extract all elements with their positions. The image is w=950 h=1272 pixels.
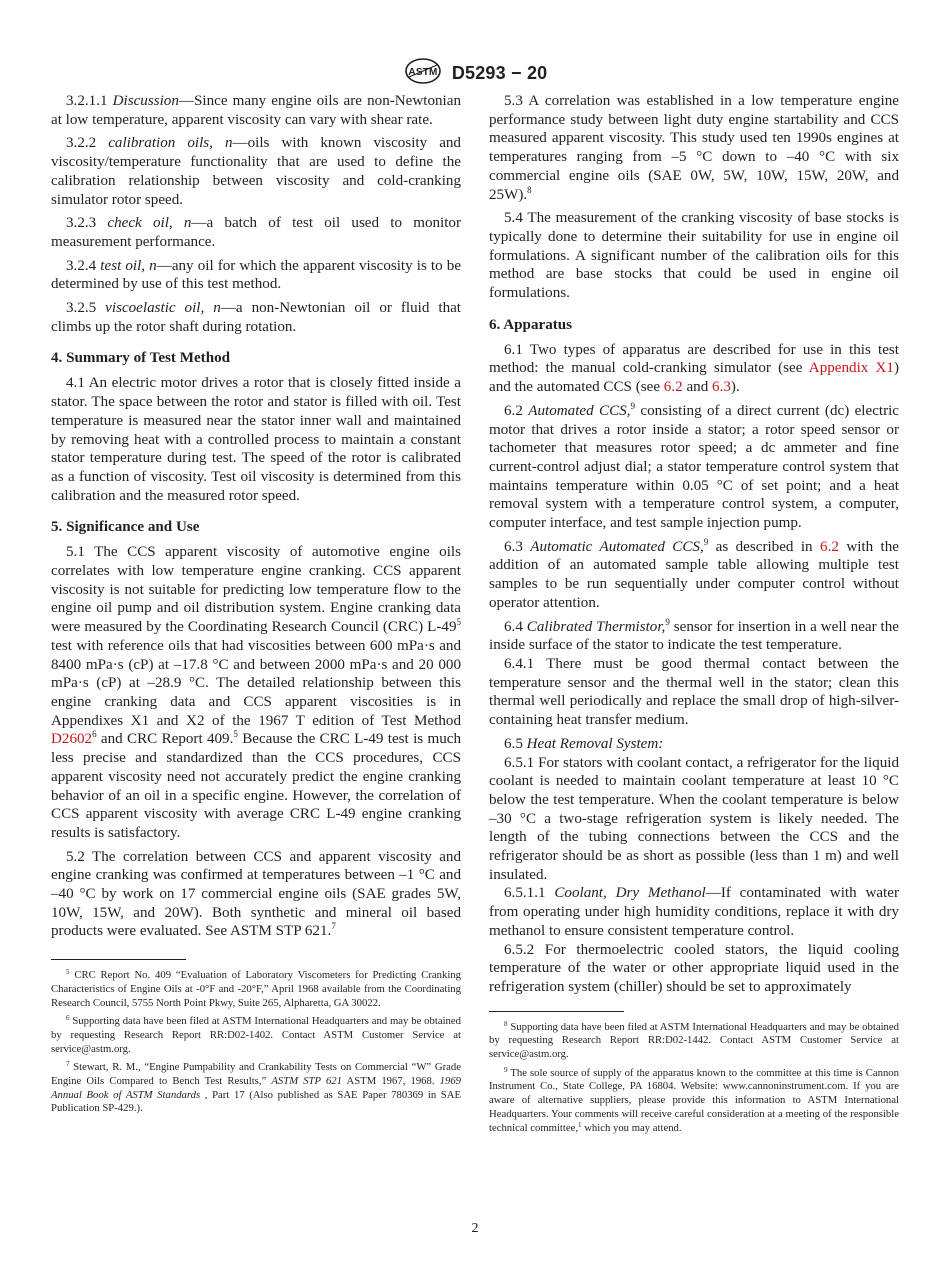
para-6-4: 6.4 Calibrated Thermistor,$^9$ sensor for insertion in a well near the inside surface of the stator to indicate the test temperature.	[489, 616, 899, 654]
footnote-6: $^6$ Supporting data have been filed at ASTM International Headquarters and may be obtained by requesting Research Report RR:D02-1402. Contact ASTM Customer Service at service@astm.org.	[51, 1014, 461, 1055]
left-column	[51, 92, 461, 1121]
astm-logo-icon	[403, 57, 443, 90]
link-6-3[interactable]: 6.3	[712, 379, 731, 396]
footnote-9: $^9$ The sole source of supply of the apparatus known to the committee at this time is Cannon Instrument Co., State College, PA 16804. Website: www.cannoninstrument.com. If you are aware of alternative suppliers, please provide this information to ASTM International Headquarters. Your comments will receive careful consideration at a meeting of the responsible technical committee,$^1$ which you may attend.	[489, 1065, 899, 1134]
document-designation: D5293 − 20	[451, 63, 548, 83]
footnote-divider	[51, 959, 186, 960]
footnote-8: $^8$ Supporting data have been filed at ASTM International Headquarters and may be obtained by requesting Research Report RR:D02-1442. Contact ASTM Customer Service at service@astm.org.	[489, 1019, 899, 1061]
right-column	[489, 92, 899, 1140]
para-6-1: 6.1 Two types of apparatus are described for use in this test method: the manual cold-cranking simulator (see Appendix X1) and the automated CCS (see 6.2 and 6.3).	[489, 341, 899, 396]
para-6-4-1: 6.4.1 There must be good thermal contact between the temperature sensor and the thermal well in the stator; clean this thermal well periodically and replace the small drop of high-silver-containing heat transfer medium.	[489, 655, 899, 729]
section-6-heading: 6. Apparatus	[489, 316, 573, 333]
para-3-2-3: 3.2.3 check oil, n—a batch of test oil used to monitor measurement performance.	[51, 215, 462, 250]
section-4-heading: 4. Summary of Test Method	[51, 350, 231, 367]
link-appendix-x1[interactable]: Appendix X1	[808, 360, 894, 377]
para-5-1: 5.1 The CCS apparent viscosity of automotive engine oils correlates with low temperature engine cranking. CCS apparent viscosity is not suitable for predicting low temperature flow to the engine oil pump and oil distribution system. Engine cranking data were measured by the Coordinating Research Council (CRC) $L-49^5$ test with reference oils that had viscosities between 600 mPa·s and 8400 mPa·s (cP) at –17.8 °C and between 2000 mPa·s and 20 000 mPa·s (cP) at –28.9 °C. The detailed relationship between this engine cranking data and CCS apparent viscosities is in Appendixes X1 and X2 of the 1967 T edition of Test Method D2602$^6$ and CRC Report 409.$^5$ Because the CRC L-49 test is much less precise and standardized than the CCS procedures, CCS apparent viscosity need not accurately predict the engine cranking behavior of an oil in a specific engine. However, the correlation of CCS apparent viscosity with average CRC L-49 engine cranking results is satisfactory.	[51, 544, 461, 841]
para-6-5-2: 6.5.2 For thermoelectric cooled stators, the liquid cooling temperature of the water or other appropriate liquid used in the refrigeration system (chiller) should be set to approximately	[489, 941, 899, 995]
para-5-3: 5.3 A correlation was established in a low temperature engine performance study between light duty engine startability and CCS measured apparent viscosity. This study used ten 1990s engines at temperatures ranging from –5 °C down to –40 °C with six commercial engine oils (SAE 0W, 5W, 10W, 15W, 20W, and 25W).$^8$	[489, 93, 899, 203]
para-4-1: 4.1 An electric motor drives a rotor that is closely fitted inside a stator. The space between the rotor and stator is filled with oil. Test temperature is measured near the stator inner wall and maintained by removing heat with a controlled process to maintain a constant stator temperature during test. The speed of the rotor is calibrated as a function of viscosity. Test oil viscosity is determined from this calibration and the measured rotor speed.	[51, 375, 461, 504]
astm-logo-text: ASTM	[408, 67, 438, 78]
para-6-5-1-1: 6.5.1.1 Coolant, Dry Methanol—If contaminated with water from operating under high humidity conditions, replace it with dry methanol to ensure consistent temperature control.	[489, 885, 899, 939]
para-5-4: 5.4 The measurement of the cranking viscosity of base stocks is typically done to determine their suitability for use in engine oil formulations. A significant number of the calibration oils for this method are base stocks that could be used in engine oil formulations.	[489, 210, 899, 302]
para-3-2-1-1: 3.2.1.1 Discussion—Since many engine oils are non-Newtonian at low temperature, apparent viscosity can vary with shear rate.	[51, 93, 461, 128]
link-6-2[interactable]: 6.2	[663, 379, 683, 396]
footnote-7: $^7$ Stewart, R. M., “Engine Pumpability and Crankability Tests on Commercial “W” Grade Engine Oils Compared to Bench Test Results,” ASTM STP 621 ASTM 1967, 1968. 1969 Annual Book of ASTM Standards , Part 17 (Also published as SAE Paper 780369 in SAE Publication SP-429.).	[51, 1060, 462, 1115]
page-number: 2	[471, 1221, 479, 1236]
link-d2602[interactable]: D2602	[51, 731, 93, 748]
para-3-2-5: 3.2.5 viscoelastic oil, n—a non-Newtonian oil or fluid that climbs up the rotor shaft during rotation.	[51, 300, 462, 335]
section-5-heading: 5. Significance and Use	[51, 519, 200, 536]
para-3-2-4: 3.2.4 test oil, n—any oil for which the apparent viscosity is to be determined by use of this test method.	[51, 257, 462, 293]
para-6-5: 6.5 Heat Removal System:	[504, 735, 664, 752]
footnote-divider-right	[489, 1011, 624, 1012]
para-6-2: 6.2 Automated CCS,$^9$ consisting of a direct current (dc) electric motor that drives a rotor inside a stator; a rotor speed sensor or tachometer that measures rotor speed; a dc ammeter and fine current-control adjust dial; a stator temperature control system that maintains temperature within 0.05 °C of set point; and a heat removal system with a temperature control system, a computer, computer interface, and test sample injection pump.	[489, 400, 900, 532]
link-6-2-b[interactable]: 6.2	[820, 538, 839, 555]
para-3-2-2: 3.2.2 calibration oils, n—oils with known viscosity and viscosity/temperature functionality that are used to define the calibration relationship between viscosity and cold-cranking simulator rotor speed.	[51, 135, 461, 208]
para-6-5-1: 6.5.1 For stators with coolant contact, a refrigerator for the liquid coolant is needed to maintain coolant temperature at least 10 °C below the test temperature. When the coolant temperature is below –30 °C a two-stage refrigeration system is likely needed. The length of the tubing connections between the CCS and the refrigerator should be as short as possible (less than 1 m) and well insulated.	[489, 754, 899, 883]
page-header	[0, 57, 950, 90]
footnote-5: $^5$ CRC Report No. 409 “Evaluation of Laboratory Viscometers for Predicting Cranking Characteristics of Engine Oils at -0°F and -20°F,” April 1968 available from the Coordinating Research Council, 5755 North Point Pkwy, Suite 265, Alpharetta, GA 30022.	[51, 968, 461, 1009]
para-5-2: 5.2 The correlation between CCS and apparent viscosity and engine cranking was confirmed at temperatures between –1 °C and –40 °C by work on 17 commercial engine oils (SAE grades 5W, 10W, 15W, and 20W). Both synthetic and mineral oil based products were evaluated. See ASTM STP 621.$^7$	[51, 848, 461, 940]
para-6-3: 6.3 Automatic Automated CCS,$^9$ as described in 6.2 with the addition of an automated sample table allowing multiple test samples to be run sequentially under computer control without operator attention.	[489, 536, 899, 611]
